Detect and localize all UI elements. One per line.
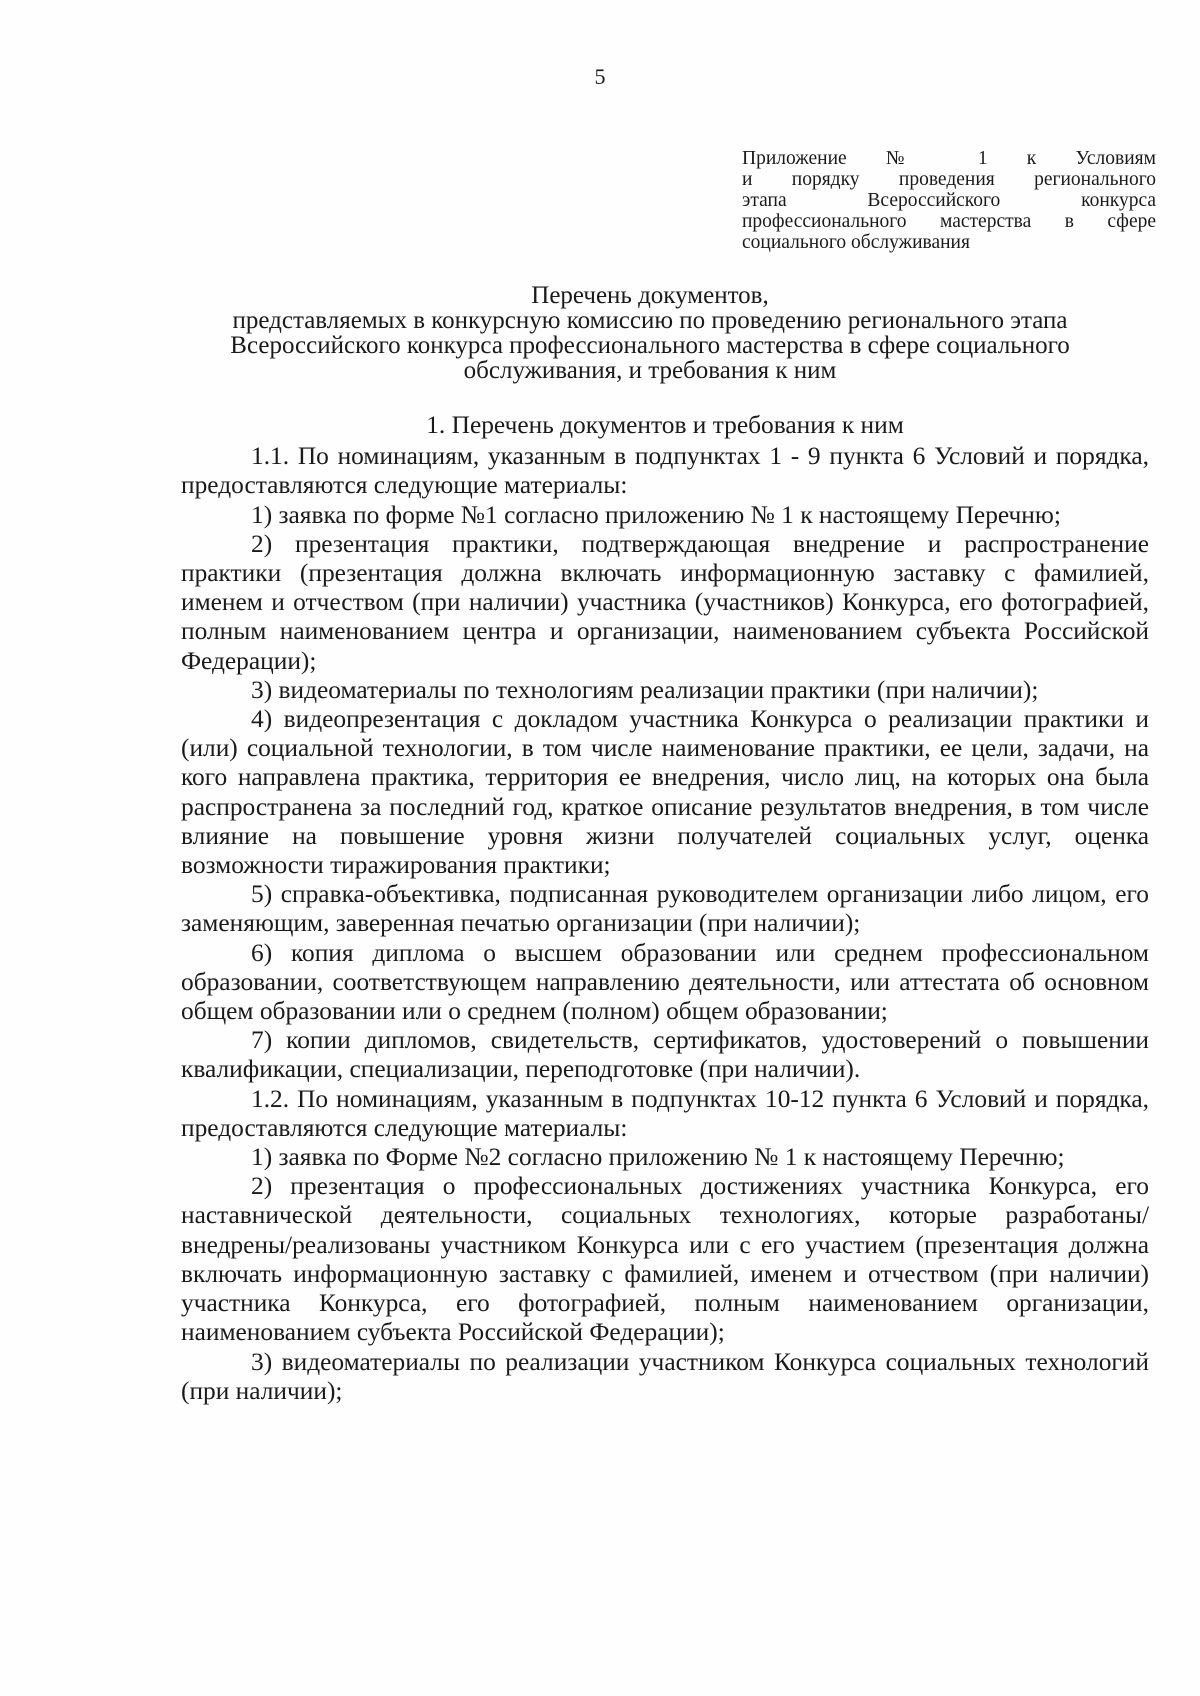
annex-line: этапа Всероссийского конкурса bbox=[742, 190, 1156, 211]
paragraph-1-1: 1.1. По номинациям, указанным в подпунктах 1 - 9 пункта 6 Условий и порядка, предоставляются следующие материалы: bbox=[181, 442, 1149, 500]
annex-reference bbox=[742, 148, 1156, 253]
document-body bbox=[181, 411, 1149, 1406]
page-number: 5 bbox=[594, 64, 606, 89]
list-item: 4) видеопрезентация с докладом участника Конкурса о реализации практики и (или) социальной технологии, в том числе наименование практики, ее цели, задачи, на кого направлена практика, территория ее внедрения, число лиц, на которых она была распространена за последний год, краткое описание результатов внедрения, в том числе влияние на повышение уровня жизни получателей социальных услуг, оценка возможности тиражирования практики; bbox=[181, 705, 1149, 880]
list-item: 3) видеоматериалы по реализации участником Конкурса социальных технологий (при наличии); bbox=[181, 1347, 1149, 1405]
title-line: представляемых в конкурсную комиссию по проведению регионального этапа bbox=[232, 307, 1068, 334]
document-title bbox=[170, 283, 1130, 383]
paragraph-1-2: 1.2. По номинациям, указанным в подпунктах 10-12 пункта 6 Условий и порядка, предоставляются следующие материалы: bbox=[181, 1084, 1149, 1142]
title-line: обслуживания, и требования к ним bbox=[463, 357, 837, 384]
list-item: 7) копии дипломов, свидетельств, сертификатов, удостоверений о повышении квалификации, специализации, переподготовке (при наличии). bbox=[181, 1026, 1149, 1084]
list-item: 6) копия диплома о высшем образовании или среднем профессиональном образовании, соответствующем направлению деятельности, или аттестата об основном общем образовании или о среднем (полном) общем образовании; bbox=[181, 938, 1149, 1026]
list-item: 2) презентация практики, подтверждающая внедрение и распространение практики (презентация должна включать информационную заставку с фамилией, именем и отчеством (при наличии) участника (участников) Конкурса, его фотографией, полным наименованием центра и организации, наименованием субъекта Российской Федерации); bbox=[181, 529, 1149, 675]
title-line: Перечень документов, bbox=[531, 282, 769, 309]
annex-line: и порядку проведения регионального bbox=[742, 169, 1156, 190]
list-item: 5) справка-объективка, подписанная руководителем организации либо лицом, его заменяющим, заверенная печатью организации (при наличии); bbox=[181, 880, 1149, 938]
list-item: 3) видеоматериалы по технологиям реализации практики (при наличии); bbox=[251, 675, 1039, 704]
annex-line: профессионального мастерства в сфере bbox=[742, 211, 1156, 232]
list-item: 1) заявка по Форме №2 согласно приложению № 1 к настоящему Перечню; bbox=[251, 1143, 1065, 1172]
list-item: 2) презентация о профессиональных достижениях участника Конкурса, его наставнической деятельности, социальных технологиях, которые разработаны/внедрены/реализованы участником Конкурса или с его участием (презентация должна включать информационную заставку с фамилией, именем и отчеством (при наличии) участника Конкурса, его фотографией, полным наименованием организации, наименованием субъекта Российской Федерации); bbox=[181, 1172, 1149, 1347]
annex-line: социального обслуживания bbox=[742, 232, 970, 253]
list-item: 1) заявка по форме №1 согласно приложению № 1 к настоящему Перечню; bbox=[251, 500, 1061, 529]
title-line: Всероссийского конкурса профессионального мастерства в сфере социального bbox=[230, 332, 1070, 359]
annex-line: Приложение № 1 к Условиям bbox=[742, 148, 1156, 169]
section-heading: 1. Перечень документов и требования к ним bbox=[426, 411, 904, 439]
